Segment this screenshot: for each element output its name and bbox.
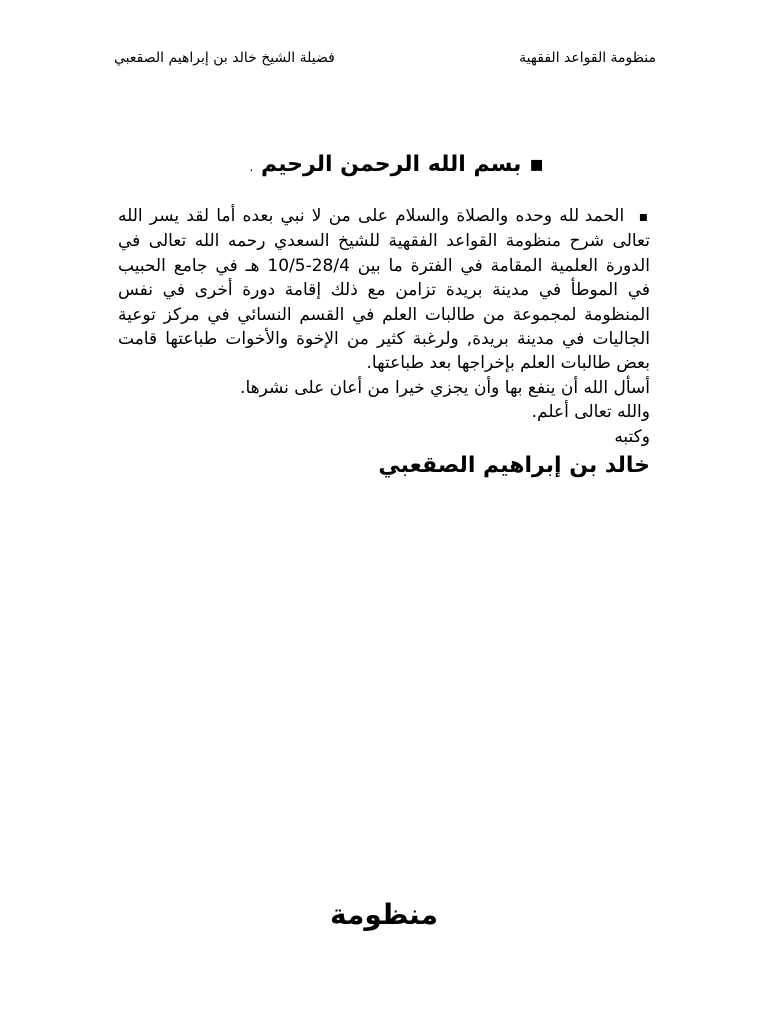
- paragraph-bullet: ▪: [638, 209, 651, 225]
- header-author: فضيلة الشيخ خالد بن إبراهيم الصقعبي: [114, 50, 335, 66]
- closing-line: والله تعالى أعلم.: [531, 402, 650, 423]
- intro-paragraph: [118, 204, 650, 376]
- prayer-line: أسأل الله أن ينفع بها وأن يجزي خيرا من أعان على نشرها.: [240, 377, 650, 398]
- decorative-footer-word: منظومة: [330, 898, 438, 931]
- heading-trailing-dot: .: [249, 160, 254, 174]
- heading-text: بسم الله الرحمن الرحيم: [260, 152, 522, 177]
- heading-bullet: ▪: [529, 152, 544, 177]
- intro-paragraph-text: الحمد لله وحده والصلاة والسلام على من لا نبي بعده أما لقد يسر الله تعالى شرح منظومة القواعد الفقهية للشيخ السعدي رحمه الله تعالى في الدورة العلمية المقامة في الفترة ما بين 28/4-10/5 هـ في جامع الحبيب في الموطأ في مدينة بريدة تزامن مع ذلك إقامة دورة أخرى في نفس المنظومة لمجموعة من طالبات العلم في القسم النسائي في مركز توعية الجاليات في مدينة بريدة, ولرغبة كثير من الإخوة والأخوات طباعتها قامت بعض طالبات العلم بإخراجها بعد طباعتها.: [118, 206, 650, 374]
- written-by-line: وكتبه: [614, 426, 650, 447]
- author-signature: خالد بن إبراهيم الصقعبي: [378, 453, 650, 479]
- page-header: [114, 46, 656, 70]
- document-body: [118, 204, 650, 483]
- basmala-heading: [120, 148, 544, 184]
- header-book-title: منظومة القواعد الفقهية: [519, 50, 656, 66]
